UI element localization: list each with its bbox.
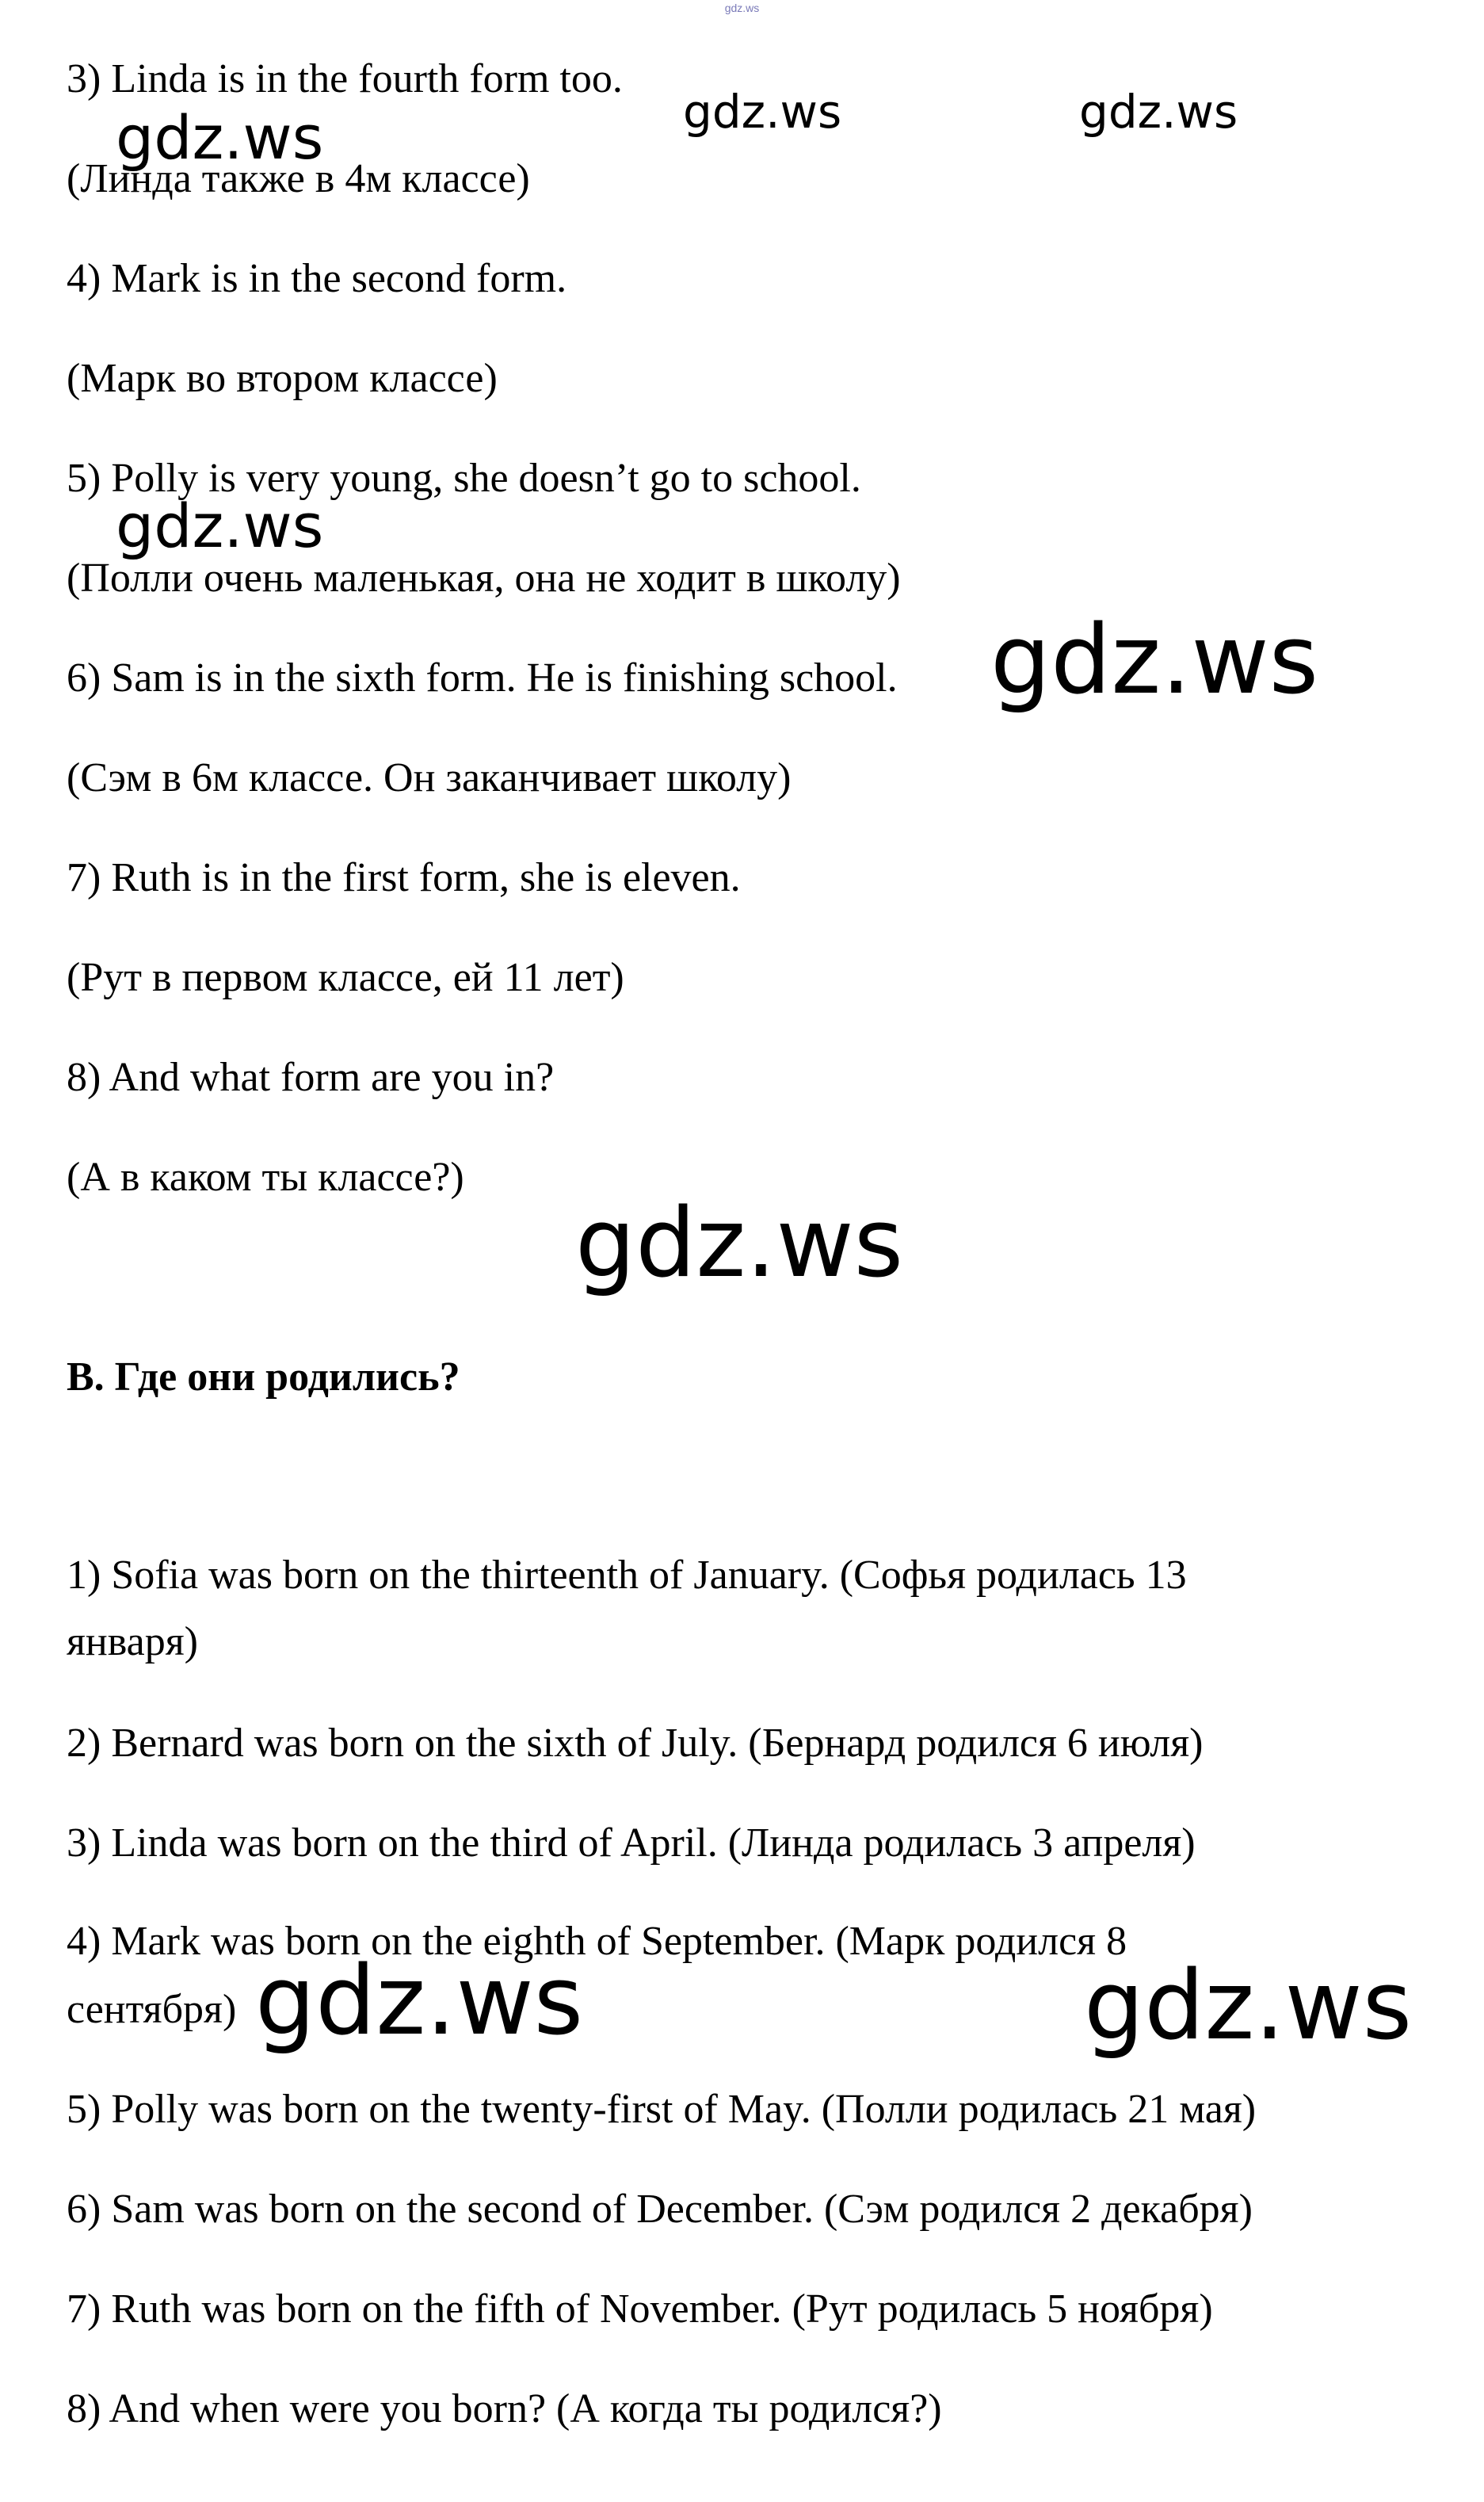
answer-line: 5) Polly is very young, she doesn’t go to school. <box>67 456 861 501</box>
answer-line: 3) Linda is in the fourth form too. <box>67 56 623 101</box>
answer-line-continuation: января) <box>67 1619 198 1664</box>
watermark: gdz.ws <box>255 1946 584 2057</box>
translation-line: (Полли очень маленькая, она не ходит в школу) <box>67 556 901 601</box>
watermark: gdz.ws <box>116 102 324 173</box>
translation-line: (Линда также в 4м классе) <box>67 156 530 201</box>
answer-line: 8) And when were you born? (А когда ты родился?) <box>67 2386 942 2431</box>
watermark: gdz.ws <box>683 85 842 139</box>
answer-line-continuation: сентября) <box>67 1987 237 2032</box>
translation-line: (Рут в первом классе, ей 11 лет) <box>67 955 624 1000</box>
watermark: gdz.ws <box>575 1189 904 1299</box>
translation-line: (Сэм в 6м классе. Он заканчивает школу) <box>67 755 792 800</box>
answer-line: 4) Mark is in the second form. <box>67 256 567 301</box>
answer-line: 5) Polly was born on the twenty-first of May. (Полли родилась 21 мая) <box>67 2087 1257 2132</box>
watermark: gdz.ws <box>1084 1951 1413 2061</box>
answer-line: 4) Mark was born on the eighth of September. (Марк родился 8 <box>67 1919 1127 1964</box>
section-heading: B. Где они родились? <box>67 1354 460 1400</box>
site-mark: gdz.ws <box>724 2 760 14</box>
translation-line: (А в каком ты классе?) <box>67 1155 464 1200</box>
answer-line: 7) Ruth is in the first form, she is eleven. <box>67 855 741 900</box>
answer-line: 8) And what form are you in? <box>67 1055 555 1100</box>
answer-line: 6) Sam is in the sixth form. He is finishing school. <box>67 655 898 701</box>
watermark: gdz.ws <box>990 605 1319 716</box>
watermark: gdz.ws <box>1079 85 1238 139</box>
answer-line: 1) Sofia was born on the thirteenth of January. (Софья родилась 13 <box>67 1553 1187 1598</box>
answer-line: 7) Ruth was born on the fifth of November. (Рут родилась 5 ноября) <box>67 2286 1213 2332</box>
answer-line: 2) Bernard was born on the sixth of July. (Бернард родился 6 июля) <box>67 1721 1204 1766</box>
answer-line: 6) Sam was born on the second of December. (Сэм родился 2 декабря) <box>67 2187 1253 2232</box>
answer-line: 3) Linda was born on the third of April. (Линда родилась 3 апреля) <box>67 1820 1196 1866</box>
translation-line: (Марк во втором классе) <box>67 356 498 401</box>
watermark: gdz.ws <box>116 491 324 561</box>
